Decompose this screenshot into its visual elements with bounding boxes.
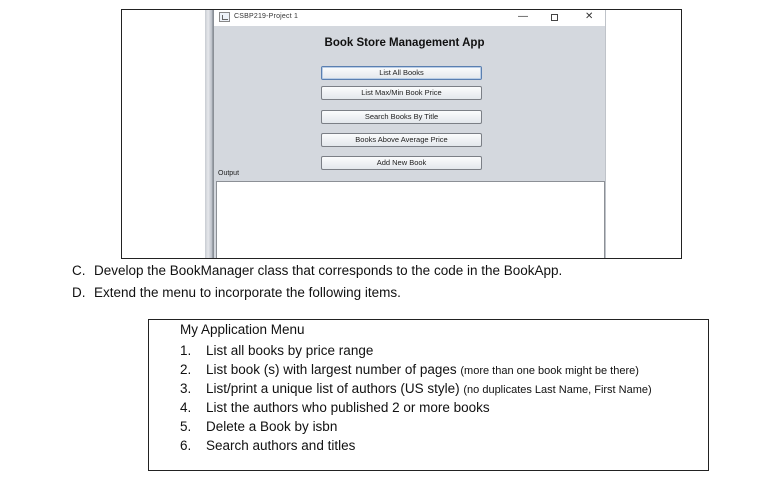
item-number: 4. xyxy=(180,400,192,415)
instruction-c xyxy=(72,263,562,278)
list-all-books-button[interactable]: List All Books xyxy=(321,66,482,80)
item-text: Search authors and titles xyxy=(206,438,356,453)
instruction-marker: D. xyxy=(72,285,86,300)
item-text: List book (s) with largest number of pages xyxy=(206,362,461,377)
java-app-icon xyxy=(219,12,230,22)
add-new-book-button[interactable]: Add New Book xyxy=(321,156,482,170)
app-screenshot xyxy=(121,9,682,259)
instruction-d xyxy=(72,285,401,300)
background-window-edge xyxy=(205,10,213,259)
app-heading: Book Store Management App xyxy=(324,37,485,49)
output-textarea[interactable] xyxy=(216,181,605,259)
output-label: Output xyxy=(218,170,240,177)
app-window xyxy=(213,10,606,259)
list-item xyxy=(180,436,652,455)
instruction-text: Develop the BookManager class that corresponds to the code in the BookApp. xyxy=(94,263,563,278)
item-note: (more than one book might be there) xyxy=(460,365,639,377)
maximize-icon[interactable] xyxy=(551,14,558,21)
item-note: (no duplicates Last Name, First Name) xyxy=(463,384,652,396)
application-menu-box xyxy=(148,319,709,471)
item-number: 5. xyxy=(180,419,192,434)
menu-list xyxy=(180,341,652,455)
window-title: CSBP219-Project 1 xyxy=(234,13,299,20)
above-average-price-button[interactable]: Books Above Average Price xyxy=(321,133,482,147)
item-number: 2. xyxy=(180,362,192,377)
item-text: List/print a unique list of authors (US style) xyxy=(206,381,464,396)
list-item xyxy=(180,379,652,398)
list-max-min-price-button[interactable]: List Max/Min Book Price xyxy=(321,86,482,100)
item-text: List all books by price range xyxy=(206,343,374,358)
list-item xyxy=(180,341,652,360)
item-number: 1. xyxy=(180,343,192,358)
instruction-text: Extend the menu to incorporate the following items. xyxy=(94,285,401,300)
item-text: Delete a Book by isbn xyxy=(206,419,338,434)
minimize-icon[interactable]: — xyxy=(518,11,528,22)
item-number: 6. xyxy=(180,438,192,453)
instruction-marker: C. xyxy=(72,263,86,278)
list-item xyxy=(180,417,652,436)
list-item xyxy=(180,360,652,379)
menu-title: My Application Menu xyxy=(180,322,305,337)
list-item xyxy=(180,398,652,417)
window-titlebar xyxy=(214,10,605,26)
search-by-title-button[interactable]: Search Books By Title xyxy=(321,110,482,124)
item-text: List the authors who published 2 or more books xyxy=(206,400,490,415)
close-icon[interactable]: ✕ xyxy=(585,11,594,22)
item-number: 3. xyxy=(180,381,192,396)
